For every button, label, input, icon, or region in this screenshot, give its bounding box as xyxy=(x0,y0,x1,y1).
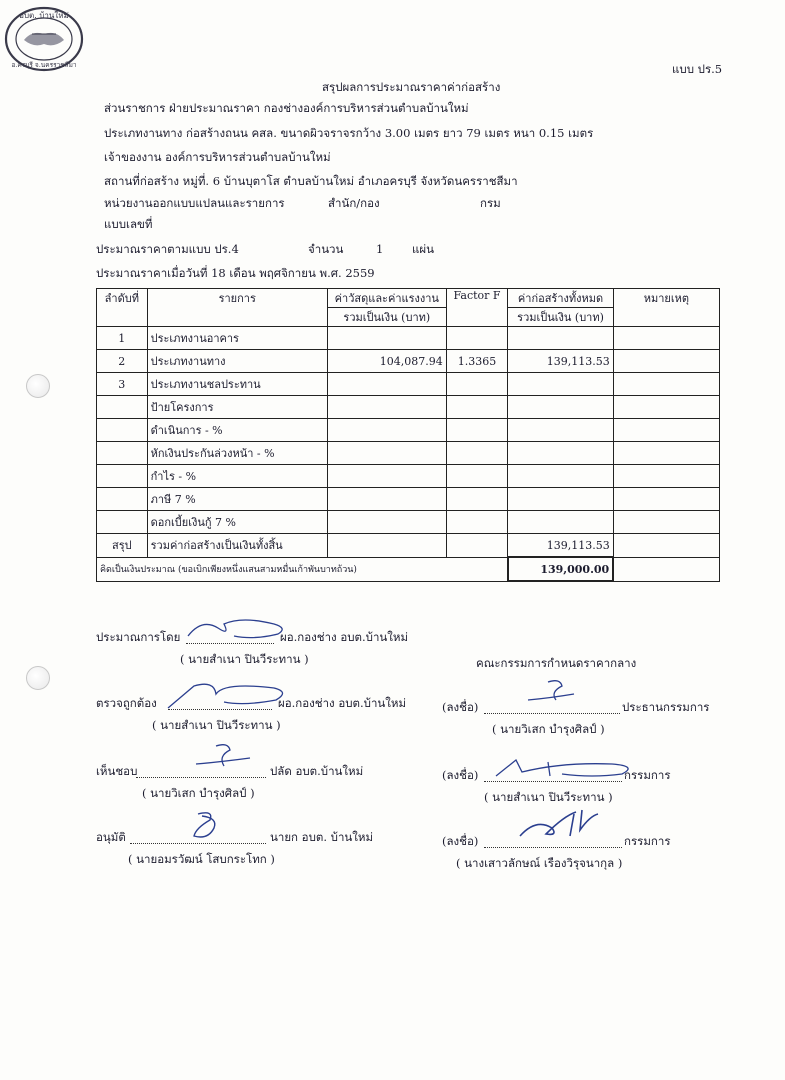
row-no-cell: 1 xyxy=(97,327,148,350)
row-amount-cell: 104,087.94 xyxy=(327,350,446,373)
approve-signature xyxy=(184,808,228,842)
estimate-unit: แผ่น xyxy=(412,242,435,256)
member2-prefix: (ลงชื่อ) xyxy=(442,834,479,848)
design-unit-label: หน่วยงานออกแบบแปลนและรายการ xyxy=(104,196,285,210)
estimator-signature xyxy=(184,610,294,644)
seal-top-text: อบต. บ้านใหม่ xyxy=(19,11,69,20)
table-row xyxy=(97,396,720,419)
row-item-cell: ประเภทงานทาง xyxy=(147,350,327,373)
row-item-cell: หักเงินประกันล่วงหน้า - % xyxy=(147,442,327,465)
row-remark-cell xyxy=(613,442,719,465)
row-amount-cell xyxy=(327,327,446,350)
member1-signature xyxy=(492,754,642,784)
row-amount-cell xyxy=(327,396,446,419)
checker-name: ( นายสำเนา ปินวีระทาน ) xyxy=(152,718,281,732)
header-material-labor-sub: รวมเป็นเงิน (บาท) xyxy=(327,308,446,327)
header-remark: หมายเหตุ xyxy=(613,289,719,327)
row-no-cell xyxy=(97,442,148,465)
row-no-cell xyxy=(97,465,148,488)
header-no: ลำดับที่ xyxy=(97,289,148,327)
chair-name: ( นายวิเสก บำรุงศิลป์ ) xyxy=(492,722,605,736)
row-no-cell: สรุป xyxy=(97,534,148,558)
punch-hole-bottom xyxy=(26,666,50,690)
row-amount-cell xyxy=(327,373,446,396)
row-amount-cell xyxy=(327,419,446,442)
table-row xyxy=(97,327,720,350)
approve-role: นายก อบต. บ้านใหม่ xyxy=(270,830,374,844)
row-factor-cell xyxy=(446,442,508,465)
row-item-cell: ป้ายโครงการ xyxy=(147,396,327,419)
row-item-cell: ภาษี 7 % xyxy=(147,488,327,511)
row-no-cell xyxy=(97,396,148,419)
table-row xyxy=(97,488,720,511)
cost-summary-table xyxy=(96,288,720,582)
member2-name: ( นางเสาวลักษณ์ เรืองวิรุจนากุล ) xyxy=(456,856,623,870)
header-item: รายการ xyxy=(147,289,327,327)
final-total-row xyxy=(97,557,720,581)
location-line: สถานที่ก่อสร้าง หมู่ที่. 6 บ้านบุตาโส ตำบลบ้านใหม่ อำเภอครบุรี จังหวัดนครราชสีมา xyxy=(104,174,518,188)
row-factor-cell xyxy=(446,373,508,396)
row-remark-cell xyxy=(613,327,719,350)
row-remark-cell xyxy=(613,488,719,511)
row-factor-cell xyxy=(446,419,508,442)
table-row xyxy=(97,511,720,534)
document-title: สรุปผลการประมาณราคาค่าก่อสร้าง xyxy=(322,80,501,94)
row-no-cell xyxy=(97,511,148,534)
row-total-cell xyxy=(508,419,613,442)
row-amount-cell xyxy=(327,511,446,534)
chair-signature xyxy=(520,674,590,708)
member1-name: ( นายสำเนา ปินวีระทาน ) xyxy=(484,790,613,804)
row-remark-cell xyxy=(613,511,719,534)
row-factor-cell: 1.3365 xyxy=(446,350,508,373)
row-factor-cell xyxy=(446,465,508,488)
chair-role: ประธานกรรมการ xyxy=(622,700,710,714)
agree-role: ปลัด อบต.บ้านใหม่ xyxy=(270,764,364,778)
header-total-cost: ค่าก่อสร้างทั้งหมด xyxy=(508,289,613,308)
row-total-cell: 139,113.53 xyxy=(508,350,613,373)
row-amount-cell xyxy=(327,442,446,465)
row-factor-cell xyxy=(446,396,508,419)
design-office-label: สำนัก/กอง xyxy=(328,196,380,210)
approve-prefix: อนุมัติ xyxy=(96,830,126,844)
agree-prefix: เห็นชอบ xyxy=(96,764,138,778)
row-item-cell: ดอกเบี้ยเงินกู้ 7 % xyxy=(147,511,327,534)
member2-role: กรรมการ xyxy=(624,834,671,848)
row-item-cell: กำไร - % xyxy=(147,465,327,488)
estimator-name: ( นายสำเนา ปินวีระทาน ) xyxy=(180,652,309,666)
design-dept-label: กรม xyxy=(480,196,501,210)
header-factor: Factor F xyxy=(446,289,508,327)
row-total-cell xyxy=(508,396,613,419)
row-factor-cell xyxy=(446,511,508,534)
row-remark-cell xyxy=(613,419,719,442)
estimate-count: 1 xyxy=(376,242,384,256)
row-remark-cell xyxy=(613,350,719,373)
row-item-cell: ดำเนินการ - % xyxy=(147,419,327,442)
drawing-no-label: แบบเลขที่ xyxy=(104,217,153,231)
row-remark-cell xyxy=(613,396,719,419)
agree-signature xyxy=(190,740,260,774)
estimate-count-label: จำนวน xyxy=(308,242,344,256)
chair-prefix: (ลงชื่อ) xyxy=(442,700,479,714)
row-factor-cell xyxy=(446,534,508,558)
row-item-cell: ประเภทงานอาคาร xyxy=(147,327,327,350)
row-remark-cell xyxy=(613,373,719,396)
member1-prefix: (ลงชื่อ) xyxy=(442,768,479,782)
header-material-labor: ค่าวัสดุและค่าแรงงาน xyxy=(327,289,446,308)
approve-name: ( นายอมรวัฒน์ โสบกระโทก ) xyxy=(128,852,275,866)
estimator-prefix: ประมาณการโดย xyxy=(96,630,181,644)
row-item-cell: ประเภทงานชลประทาน xyxy=(147,373,327,396)
final-total-label: คิดเป็นเงินประมาณ (ขอเบิกเพียงหนึ่งแสนสามหมื่นเก้าพันบาทถ้วน) xyxy=(97,557,508,581)
row-remark-cell xyxy=(613,465,719,488)
estimate-date-line: ประมาณราคาเมื่อวันที่ 18 เดือน พฤศจิกายน พ.ศ. 2559 xyxy=(96,266,375,280)
row-no-cell xyxy=(97,419,148,442)
seal-bottom-text: อ.ครบุรี จ.นครราชสีมา xyxy=(11,61,77,69)
row-total-cell xyxy=(508,373,613,396)
row-no-cell xyxy=(97,488,148,511)
table-header-row xyxy=(97,289,720,308)
row-total-cell xyxy=(508,511,613,534)
estimate-form-line: ประมาณราคาตามแบบ ปร.4 xyxy=(96,242,239,256)
row-no-cell: 2 xyxy=(97,350,148,373)
row-total-cell: 139,113.53 xyxy=(508,534,613,558)
header-total-cost-sub: รวมเป็นเงิน (บาท) xyxy=(508,308,613,327)
committee-title: คณะกรรมการกำหนดราคากลาง xyxy=(476,656,637,670)
row-amount-cell xyxy=(327,465,446,488)
agree-name: ( นายวิเสก บำรุงศิลป์ ) xyxy=(142,786,255,800)
table-row xyxy=(97,442,720,465)
row-no-cell: 3 xyxy=(97,373,148,396)
owner-line: เจ้าของงาน องค์การบริหารส่วนตำบลบ้านใหม่ xyxy=(104,150,331,164)
row-factor-cell xyxy=(446,327,508,350)
row-factor-cell xyxy=(446,488,508,511)
estimator-role: ผอ.กองช่าง อบต.บ้านใหม่ xyxy=(280,630,409,644)
row-amount-cell xyxy=(327,534,446,558)
form-code: แบบ ปร.5 xyxy=(672,62,723,76)
table-row xyxy=(97,465,720,488)
checker-prefix: ตรวจถูกต้อง xyxy=(96,696,157,710)
member1-role: กรรมการ xyxy=(624,768,671,782)
table-row xyxy=(97,350,720,373)
table-row xyxy=(97,534,720,558)
punch-hole-top xyxy=(26,374,50,398)
row-total-cell xyxy=(508,442,613,465)
final-total-remark xyxy=(613,557,719,581)
final-total-value: 139,000.00 xyxy=(508,557,613,581)
table-row xyxy=(97,373,720,396)
row-total-cell xyxy=(508,465,613,488)
agency-line: ส่วนราชการ ฝ่ายประมาณราคา กองช่างองค์การบริหารส่วนตำบลบ้านใหม่ xyxy=(104,101,469,115)
row-remark-cell xyxy=(613,534,719,558)
row-item-cell: รวมค่าก่อสร้างเป็นเงินทั้งสิ้น xyxy=(147,534,327,558)
official-seal xyxy=(2,4,86,74)
table-body xyxy=(97,327,720,558)
member2-signature xyxy=(516,806,602,842)
row-total-cell xyxy=(508,327,613,350)
checker-role: ผอ.กองช่าง อบต.บ้านใหม่ xyxy=(278,696,407,710)
work-type-line: ประเภทงานทาง ก่อสร้างถนน คสล. ขนาดผิวจราจรกว้าง 3.00 เมตร ยาว 79 เมตร หนา 0.15 เมตร xyxy=(104,126,594,140)
row-total-cell xyxy=(508,488,613,511)
row-amount-cell xyxy=(327,488,446,511)
checker-signature xyxy=(164,678,292,712)
table-row xyxy=(97,419,720,442)
